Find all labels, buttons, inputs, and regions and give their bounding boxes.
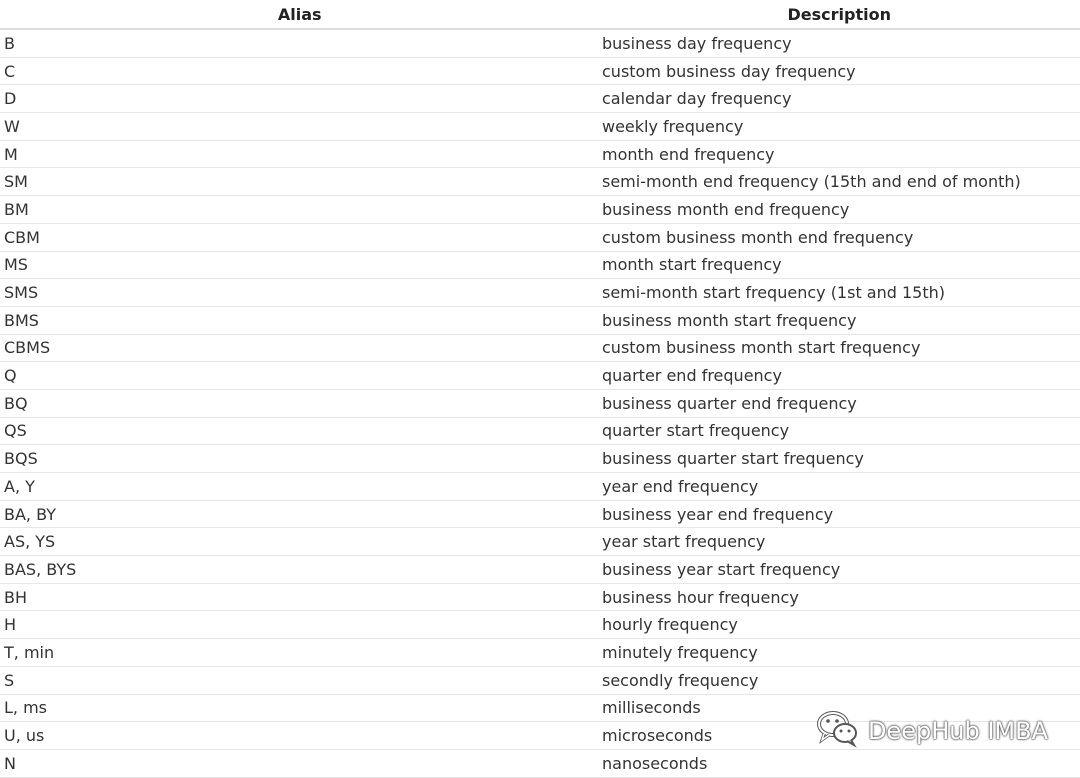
table-row	[0, 279, 1080, 307]
description-cell: hourly frequency	[602, 615, 738, 635]
alias-cell: AS, YS	[4, 532, 56, 552]
alias-cell: C	[4, 61, 16, 81]
table-row	[0, 224, 1080, 252]
table-body	[0, 30, 1080, 778]
alias-cell: BA, BY	[4, 504, 56, 524]
alias-cell: D	[4, 89, 17, 109]
description-cell: custom business day frequency	[602, 61, 856, 81]
description-cell: quarter end frequency	[602, 366, 782, 386]
alias-cell: W	[4, 116, 20, 136]
description-cell: month start frequency	[602, 255, 782, 275]
description-cell: business quarter start frequency	[602, 449, 864, 469]
alias-cell: H	[4, 615, 17, 635]
alias-cell: M	[4, 144, 18, 164]
table-row	[0, 418, 1080, 446]
description-cell: business day frequency	[602, 33, 792, 53]
description-cell: semi-month end frequency (15th and end of month)	[602, 172, 1021, 192]
description-cell: business month start frequency	[602, 310, 857, 330]
table-header	[0, 0, 1080, 30]
header-alias: Alias	[277, 4, 322, 24]
alias-cell: SM	[4, 172, 28, 192]
table-row	[0, 335, 1080, 363]
description-cell: business year end frequency	[602, 504, 834, 524]
description-cell: minutely frequency	[602, 642, 758, 662]
alias-cell: QS	[4, 421, 27, 441]
table-row	[0, 750, 1080, 778]
table-row	[0, 307, 1080, 335]
description-cell: semi-month start frequency (1st and 15th)	[602, 283, 946, 303]
alias-cell: BMS	[4, 310, 39, 330]
table-row	[0, 445, 1080, 473]
description-cell: custom business month end frequency	[602, 227, 914, 247]
description-cell: milliseconds	[602, 698, 701, 718]
alias-cell: U, us	[4, 726, 45, 746]
alias-cell: BH	[4, 587, 28, 607]
alias-cell: BQ	[4, 393, 28, 413]
description-cell: microseconds	[602, 726, 713, 746]
alias-cell: N	[4, 753, 16, 773]
table-row	[0, 501, 1080, 529]
alias-cell: Q	[4, 366, 17, 386]
table-row	[0, 141, 1080, 169]
wechat-icon	[816, 708, 860, 754]
description-cell: weekly frequency	[602, 116, 744, 136]
description-cell: secondly frequency	[602, 670, 759, 690]
table-row	[0, 473, 1080, 501]
alias-cell: CBM	[4, 227, 40, 247]
description-cell: business month end frequency	[602, 199, 850, 219]
alias-cell: B	[4, 33, 15, 53]
alias-cell: BM	[4, 199, 29, 219]
alias-cell: SMS	[4, 283, 39, 303]
watermark	[816, 708, 1048, 754]
alias-cell: CBMS	[4, 338, 51, 358]
table-row	[0, 362, 1080, 390]
alias-cell: BQS	[4, 449, 38, 469]
description-cell: business hour frequency	[602, 587, 799, 607]
description-cell: calendar day frequency	[602, 89, 792, 109]
table-row	[0, 168, 1080, 196]
table-row	[0, 584, 1080, 612]
table-row	[0, 58, 1080, 86]
header-description: Description	[787, 4, 891, 24]
watermark-text: DeepHub IMBA	[867, 717, 1048, 745]
table-row	[0, 639, 1080, 667]
table-row	[0, 528, 1080, 556]
description-cell: year end frequency	[602, 476, 759, 496]
table-row	[0, 390, 1080, 418]
alias-cell: S	[4, 670, 15, 690]
table-row	[0, 667, 1080, 695]
alias-cell: A, Y	[4, 476, 35, 496]
alias-cell: BAS, BYS	[4, 559, 77, 579]
table-row	[0, 85, 1080, 113]
table-row	[0, 556, 1080, 584]
table-row	[0, 113, 1080, 141]
description-cell: business year start frequency	[602, 559, 841, 579]
description-cell: nanoseconds	[602, 753, 708, 773]
alias-cell: MS	[4, 255, 28, 275]
table-row	[0, 611, 1080, 639]
description-cell: business quarter end frequency	[602, 393, 857, 413]
description-cell: custom business month start frequency	[602, 338, 921, 358]
alias-cell: L, ms	[4, 698, 48, 718]
table-row	[0, 252, 1080, 280]
table-row	[0, 196, 1080, 224]
description-cell: month end frequency	[602, 144, 775, 164]
alias-cell: T, min	[4, 642, 55, 662]
table-row	[0, 30, 1080, 58]
description-cell: year start frequency	[602, 532, 766, 552]
description-cell: quarter start frequency	[602, 421, 790, 441]
